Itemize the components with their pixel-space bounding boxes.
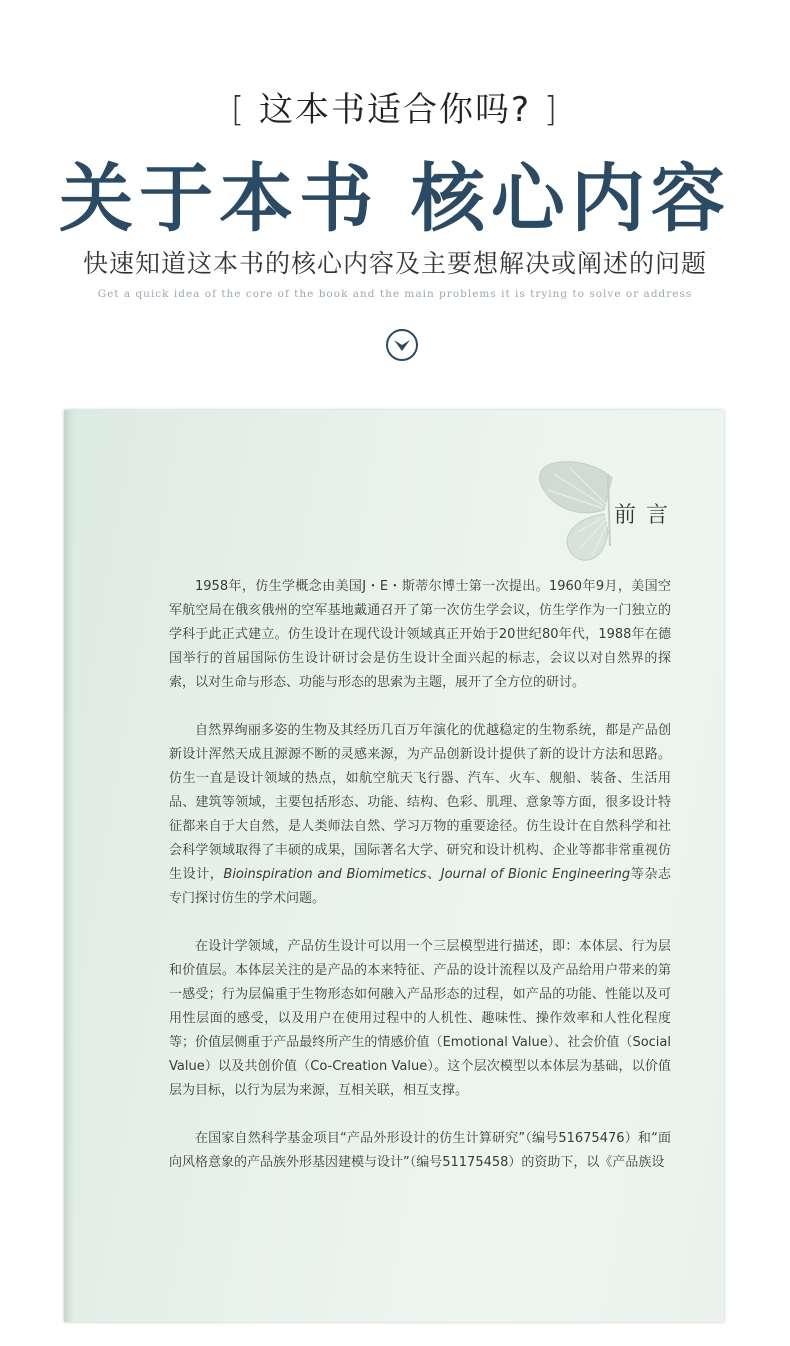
book-page <box>64 410 724 1322</box>
intro-header <box>0 0 790 400</box>
question-line <box>0 82 790 131</box>
paragraph-2 <box>169 719 671 911</box>
paragraph-1: 1958年，仿生学概念由美国J・E・斯蒂尔博士第一次提出。1960年9月，美国空军航空局在俄亥俄州的空军基地戴通召开了第一次仿生学会议，仿生学作为一门独立的学科于此正式建立。仿生设计在现代设计领域真正开始于20世纪80年代，1988年在德国举行的首届国际仿生设计研讨会是仿生设计全面兴起的标志，会议以对自然界的探索，以对生命与形态、功能与形态的思索为主题，展开了全方位的研讨。 <box>169 579 671 690</box>
preface-heading: 前言 <box>614 503 679 528</box>
bracket-close: ] <box>543 90 560 130</box>
separator: 、 <box>426 867 441 882</box>
paragraph-4: 在国家自然科学基金项目“产品外形设计的仿生计算研究”（编号51675476）和“面向风格意象的产品族外形基因建模与设计”（编号51175458）的资助下，以《产品族设 <box>169 1131 671 1170</box>
journal-title-2: Journal of Bionic Engineering <box>440 867 631 882</box>
paragraph-2-ending: 等杂志专门探讨仿生的学术问题。 <box>169 867 671 906</box>
bracket-open: [ <box>230 90 247 130</box>
journal-title-1: Bioinspiration and Biomimetics <box>223 867 427 882</box>
chevron-down-circle-icon <box>385 328 419 362</box>
paragraph-3: 在设计学领域，产品仿生设计可以用一个三层模型进行描述，即：本体层、行为层和价值层。本体层关注的是产品的本来特征、产品的设计流程以及产品给用户带来的第一感受；行为层偏重于生物形态如何融入产品形态的过程，如产品的功能、性能以及可用性层面的感受，以及用户在使用过程中的人机性、趣味性、操作效率和人性化程度等；价值层侧重于产品最终所产生的情感价值（Emotional Value）、社会价值（Social Value）以及共创价值（Co-Creation Value）。这个层次模型以本体层为基础，以价值层为目标，以行为层为来源，互相关联，相互支撑。 <box>169 939 671 1098</box>
subtitle-english: Get a quick idea of the core of the book and the main problems it is trying to solve or address <box>97 288 693 300</box>
page-spine-shadow <box>64 410 74 1322</box>
paragraph-2-text: 自然界绚丽多姿的生物及其经历几百万年演化的优越稳定的生物系统，都是产品创新设计浑然天成且源源不断的灵感来源，为产品创新设计提供了新的设计方法和思路。仿生一直是设计领域的热点，如航空航天飞行器、汽车、火车、舰船、装备、生活用品、建筑等领域，主要包括形态、功能、结构、色彩、肌理、意象等方面，很多设计特征都来自于大自然，是人类师法自然、学习万物的重要途径。仿生设计在自然科学和社会科学领域取得了丰硕的成果，国际著名大学、研究和设计机构、企业等都非常重视仿生设计， <box>169 723 671 882</box>
preface-body <box>169 575 671 1199</box>
question-text: 这本书适合你吗? <box>258 90 532 130</box>
subtitle-chinese: 快速知道这本书的核心内容及主要想解决或阐述的问题 <box>82 249 707 278</box>
page-title: 关于本书 核心内容 <box>59 156 731 242</box>
